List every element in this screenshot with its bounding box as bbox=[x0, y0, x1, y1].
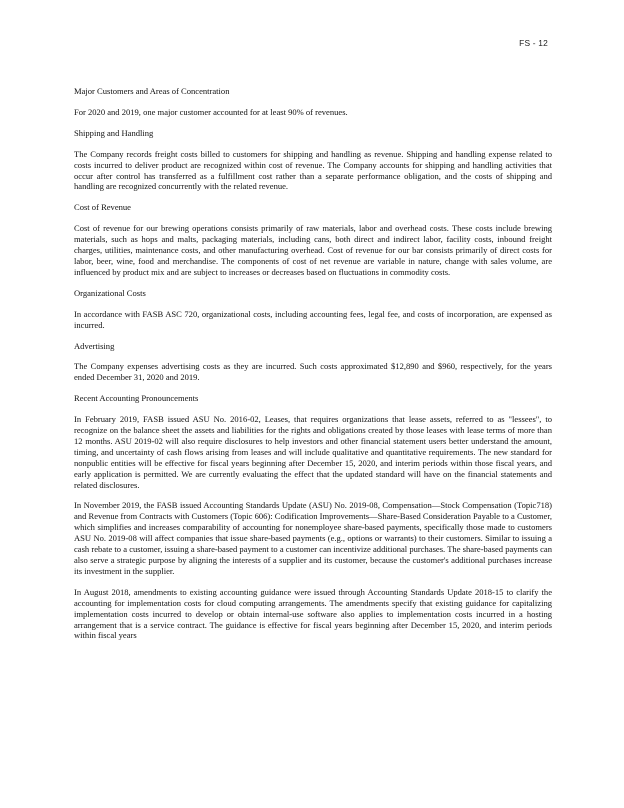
paragraph-organizational-costs: In accordance with FASB ASC 720, organizational costs, including accounting fees, legal fee, and costs of incorporation, are expensed as incurred. bbox=[74, 308, 552, 330]
heading-major-customers: Major Customers and Areas of Concentration bbox=[74, 86, 230, 96]
heading-shipping-handling: Shipping and Handling bbox=[74, 127, 154, 138]
heading-advertising: Advertising bbox=[74, 340, 115, 351]
paragraph-asu-2019-08: In November 2019, the FASB issued Accounting Standards Update (ASU) No. 2019-08, Compensation—Stock Compensation (Topic718) and Revenue from Contracts with Customers (Topic 606): Codification Improvements—Share-Based Consideration Payable to a Customer, which simplifies and increases comparability of accounting for nonemployee share-based payments, specifically those made to customers ASU No. 2019-08 will affect companies that issue share-based payments (e.g., options or warrants) to their customers. Similar to issuing a cash rebate to a customer, issuing a share-based payment to a customer can incentivize additional purchases. The share-based payments can also serve a strategic purpose by aligning the interests of a supplier and its customer, because the customer's additional purchases increase its investment in the supplier. bbox=[74, 500, 552, 576]
page-number: FS - 12 bbox=[519, 38, 548, 48]
heading-recent-pronouncements: Recent Accounting Pronouncements bbox=[74, 393, 199, 404]
document-body bbox=[74, 86, 552, 641]
paragraph-cost-of-revenue: Cost of revenue for our brewing operations consists primarily of raw materials, labor and overhead costs. These costs include brewing materials, such as hops and malts, packaging materials, including cans, both direct and indirect labor, facility costs, inbound freight charges, utilities, maintenance costs, and other manufacturing overhead. Cost of revenue for our bar consists primarily of direct costs for labor, beer, wine, food and merchandise. The components of cost of net revenue are variable in nature, change with sales volume, are influenced by product mix and are subject to increases or decreases based on fluctuations in commodity costs. bbox=[74, 223, 552, 277]
heading-cost-of-revenue: Cost of Revenue bbox=[74, 202, 131, 213]
heading-organizational-costs: Organizational Costs bbox=[74, 287, 146, 298]
paragraph-advertising: The Company expenses advertising costs as they are incurred. Such costs approximated $12,890 and $960, respectively, for the years ended December 31, 2020 and 2019. bbox=[74, 361, 552, 383]
paragraph-asu-2018-15: In August 2018, amendments to existing accounting guidance were issued through Accounting Standards Update 2018-15 to clarify the accounting for implementation costs for cloud computing arrangements. The amendments specify that existing guidance for capitalizing implementation costs incurred to develop or obtain internal-use software also applies to implementation costs incurred in a hosting arrangement that is a service contract. The guidance is effective for fiscal years beginning after December 15, 2020, and interim periods within fiscal years bbox=[74, 586, 552, 641]
paragraph-shipping-handling: The Company records freight costs billed to customers for shipping and handling as revenue. Shipping and handling expense related to costs incurred to deliver product are recognized within cost of revenue. The Company accounts for shipping and handling activities that occur after control has transferred as a fulfillment cost rather than a separate performance obligation, and the costs of shipping and handling are recognized concurrently with the related revenue. bbox=[74, 148, 552, 192]
paragraph-major-customers: For 2020 and 2019, one major customer accounted for at least 90% of revenues. bbox=[74, 106, 348, 117]
paragraph-asu-2016-02: In February 2019, FASB issued ASU No. 2016-02, Leases, that requires organizations that lease assets, referred to as "lessees", to recognize on the balance sheet the assets and liabilities for the rights and obligations created by those leases with lease terms of more than 12 months. ASU 2019-02 will also require disclosures to help investors and other financial statement users better understand the amount, timing, and uncertainty of cash flows arising from leases and will include qualitative and quantitative requirements. The new standard for nonpublic entities will be effective for fiscal years beginning after December 15, 2020, and interim periods within those fiscal years, and early application is permitted. We are currently evaluating the effect that the updated standard will have on the financial statements and related disclosures. bbox=[74, 414, 552, 490]
